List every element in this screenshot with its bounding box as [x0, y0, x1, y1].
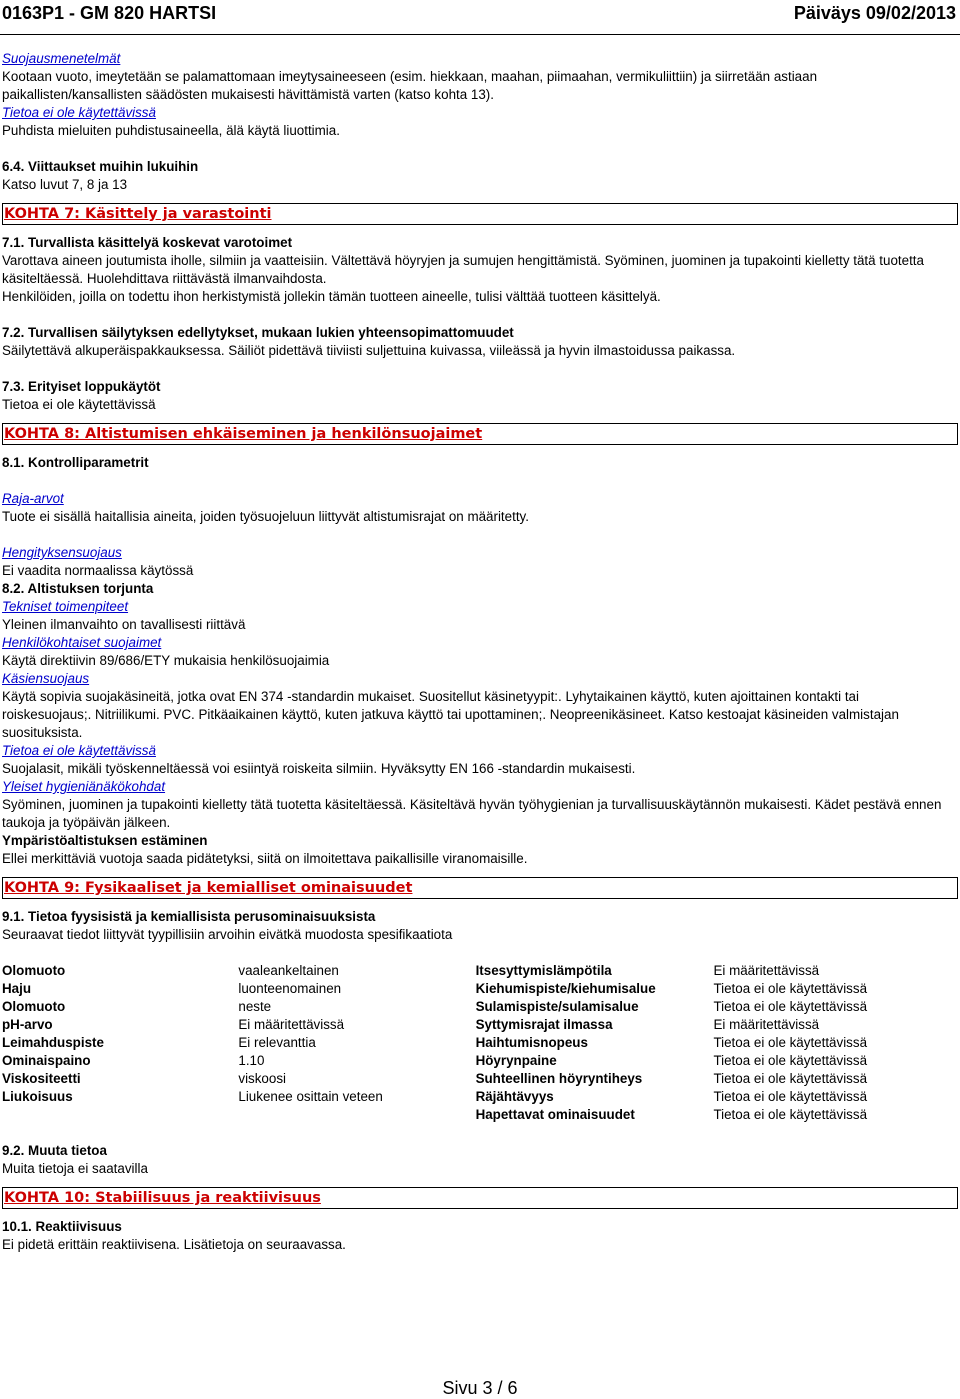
paragraph-7-3: Tietoa ei ole käytettävissä: [2, 397, 156, 412]
property-value: Ei määritettävissä: [238, 1017, 345, 1032]
property-label: [2, 1106, 238, 1124]
property-value: [238, 1106, 475, 1124]
property-label: Suhteellinen höyryntiheys: [475, 1071, 643, 1086]
heading-8-2: 8.2. Altistuksen torjunta: [2, 581, 154, 596]
subheading-hygiene: Yleiset hygieniänäkökohdat: [2, 779, 166, 794]
subheading-protection-methods: Suojausmenetelmät: [2, 51, 121, 66]
paragraph-10-1: Ei pidetä erittäin reaktiivisena. Lisätietoja on seuraavassa.: [2, 1237, 346, 1252]
property-value: Tietoa ei ole käytettävissä: [713, 1035, 868, 1050]
property-value: Tietoa ei ole käytettävissä: [713, 1053, 868, 1068]
table-row: [2, 998, 942, 1016]
subheading-limits: Raja-arvot: [2, 491, 64, 506]
section-7-heading: [2, 203, 958, 225]
property-value: Tietoa ei ole käytettävissä: [713, 1089, 868, 1104]
property-value: Liukenee osittain veteen: [238, 1089, 383, 1104]
property-value: Ei määritettävissä: [713, 963, 820, 978]
property-label: Hapettavat ominaisuudet: [475, 1107, 635, 1122]
heading-environment: Ympäristöaltistuksen estäminen: [2, 833, 208, 848]
table-row: [2, 1070, 942, 1088]
property-label: Höyrynpaine: [475, 1053, 557, 1068]
property-value: 1.10: [238, 1053, 265, 1068]
paragraph-9-2: Muita tietoja ei saatavilla: [2, 1161, 148, 1176]
table-row: [2, 1034, 942, 1052]
paragraph-hand: Käytä sopivia suojakäsineitä, jotka ovat EN 374 -standardin mukaiset. Suositellut käsinetyypit:. Lyhytaikainen käyttö, kuten ajoittainen kontakti tai roiskesuojaus;. Nitriilikumi. PVC. Pitkäaikainen käyttö, kuten jatkuva käyttö tai upottaminen;. Neopreenikäsineet. Katso kestoajat käsineiden valmistajan suosituksista.: [2, 689, 899, 740]
heading-6-4: 6.4. Viittaukset muihin lukuihin: [2, 159, 199, 174]
property-value: Tietoa ei ole käytettävissä: [713, 999, 868, 1014]
product-title: 0163P1 - GM 820 HARTSI: [2, 3, 217, 23]
paragraph-7-1b: Henkilöiden, joilla on todettu ihon herkistymistä jollekin tämän tuotteen aineelle, tulisi välttää tuotteen käsittelyä.: [2, 289, 661, 304]
table-row: [2, 980, 942, 998]
property-label: Viskositeetti: [2, 1071, 81, 1086]
subheading-technical: Tekniset toimenpiteet: [2, 599, 129, 614]
property-label: Olomuoto: [2, 963, 66, 978]
section-9-heading: [2, 877, 958, 899]
subheading-not-available-8: Tietoa ei ole käytettävissä: [2, 743, 156, 758]
subheading-ppe: Henkilökohtaiset suojaimet: [2, 635, 162, 650]
document-date: Päiväys 09/02/2013: [793, 3, 956, 23]
page-header: [0, 0, 960, 35]
paragraph-hygiene: Syöminen, juominen ja tupakointi kielletty tätä tuotetta käsiteltäessä. Käsiteltävä hyvän työhygienian ja turvallisuuskäytännön mukaisesti. Kädet pestävä ennen taukoja ja työpäivän jälkeen.: [2, 797, 942, 830]
section-10-title: KOHTA 10: Stabiilisuus ja reaktiivisuus: [4, 1190, 321, 1206]
property-value: luonteenomainen: [238, 981, 342, 996]
heading-7-2: 7.2. Turvallisen säilytyksen edellytykset, mukaan lukien yhteensopimattomuudet: [2, 325, 514, 340]
property-label: Sulamispiste/sulamisalue: [475, 999, 639, 1014]
property-label: Itsesyttymislämpötila: [475, 963, 612, 978]
paragraph-respiratory: Ei vaadita normaalissa käytössä: [2, 563, 194, 578]
property-label: Kiehumispiste/kiehumisalue: [475, 981, 656, 996]
heading-7-1: 7.1. Turvallista käsittelyä koskevat varotoimet: [2, 235, 293, 250]
property-label: Haihtumisnopeus: [475, 1035, 588, 1050]
heading-9-2: 9.2. Muuta tietoa: [2, 1143, 107, 1158]
paragraph-9-1: Seuraavat tiedot liittyvät tyypillisiin arvoihin eivätkä muodosta spesifikaatiota: [2, 927, 453, 942]
paragraph-7-2: Säilytettävä alkuperäispakkauksessa. Säiliöt pidettävä tiiviisti suljettuina kuivassa, viileässä ja hyvin ilmastoidussa paikassa.: [2, 343, 736, 358]
property-label: Haju: [2, 981, 32, 996]
heading-7-3: 7.3. Erityiset loppukäytöt: [2, 379, 161, 394]
subheading-hand: Käsiensuojaus: [2, 671, 90, 686]
property-label: Liukoisuus: [2, 1089, 73, 1104]
paragraph-eye: Suojalasit, mikäli työskenneltäessä voi esiintyä roiskeita silmiin. Hyväksytty EN 166 -standardin mukaisesti.: [2, 761, 636, 776]
section-8-title: KOHTA 8: Altistumisen ehkäiseminen ja henkilönsuojaimet: [4, 426, 483, 442]
property-value: Tietoa ei ole käytettävissä: [713, 1107, 868, 1122]
paragraph-technical: Yleinen ilmanvaihto on tavallisesti riittävä: [2, 617, 246, 632]
document-body: [2, 50, 942, 1254]
subheading-respiratory: Hengityksensuojaus: [2, 545, 122, 560]
paragraph-6-4: Katso luvut 7, 8 ja 13: [2, 177, 128, 192]
table-row: [2, 1052, 942, 1070]
paragraph-protection-methods: Kootaan vuoto, imeytetään se palamattomaan imeytysaineeseen (esim. hiekkaan, maahan, piimaahan, vermikuliittiin) ja siirretään astiaan paikallisten/kansallisten säädösten mukaisesti hävittämistä varten (katso kohta 13).: [2, 69, 818, 102]
table-row: [2, 1088, 942, 1106]
section-9-title: KOHTA 9: Fysikaaliset ja kemialliset ominaisuudet: [4, 880, 413, 896]
property-value: neste: [238, 999, 272, 1014]
section-10-heading: [2, 1187, 958, 1209]
paragraph-7-1: Varottava aineen joutumista iholle, silmiin ja vaatteisiin. Vältettävä höyryjen ja sumujen hengittämistä. Syöminen, juominen ja tupakointi kielletty tätä tuotetta käsiteltäessä. Huolehdittava riittävästä ilmanvaihdosta.: [2, 253, 924, 286]
table-row: [2, 962, 942, 980]
property-value: Ei relevanttia: [238, 1035, 316, 1050]
section-8-heading: [2, 423, 958, 445]
property-label: pH-arvo: [2, 1017, 53, 1032]
paragraph-ppe: Käytä direktiivin 89/686/ETY mukaisia henkilösuojaimia: [2, 653, 330, 668]
property-label: Räjähtävyys: [475, 1089, 554, 1104]
property-label: Olomuoto: [2, 999, 66, 1014]
heading-9-1: 9.1. Tietoa fyysisistä ja kemiallisista perusominaisuuksista: [2, 909, 376, 924]
section-7-title: KOHTA 7: Käsittely ja varastointi: [4, 206, 272, 222]
paragraph-cleaning: Puhdista mieluiten puhdistusaineella, älä käytä liuottimia.: [2, 123, 340, 138]
property-value: vaaleankeltainen: [238, 963, 339, 978]
property-value: Ei määritettävissä: [713, 1017, 820, 1032]
paragraph-limits: Tuote ei sisällä haitallisia aineita, joiden työsuojeluun liittyvät altistumisrajat on määritetty.: [2, 509, 529, 524]
heading-10-1: 10.1. Reaktiivisuus: [2, 1219, 122, 1234]
table-row: [2, 1106, 942, 1124]
paragraph-environment: Ellei merkittäviä vuotoja saada pidätetyksi, siitä on ilmoitettava paikallisille viranomaisille.: [2, 851, 528, 866]
property-value: Tietoa ei ole käytettävissä: [713, 1071, 868, 1086]
subheading-not-available: Tietoa ei ole käytettävissä: [2, 105, 156, 120]
heading-8-1: 8.1. Kontrolliparametrit: [2, 455, 149, 470]
property-label: Leimahduspiste: [2, 1035, 104, 1050]
property-value: viskoosi: [238, 1071, 287, 1086]
page-number: Sivu 3 / 6: [442, 1378, 518, 1398]
property-value: Tietoa ei ole käytettävissä: [713, 981, 868, 996]
property-label: Ominaispaino: [2, 1053, 91, 1068]
properties-table: [2, 962, 942, 1124]
property-label: Syttymisrajat ilmassa: [475, 1017, 613, 1032]
table-row: [2, 1016, 942, 1034]
